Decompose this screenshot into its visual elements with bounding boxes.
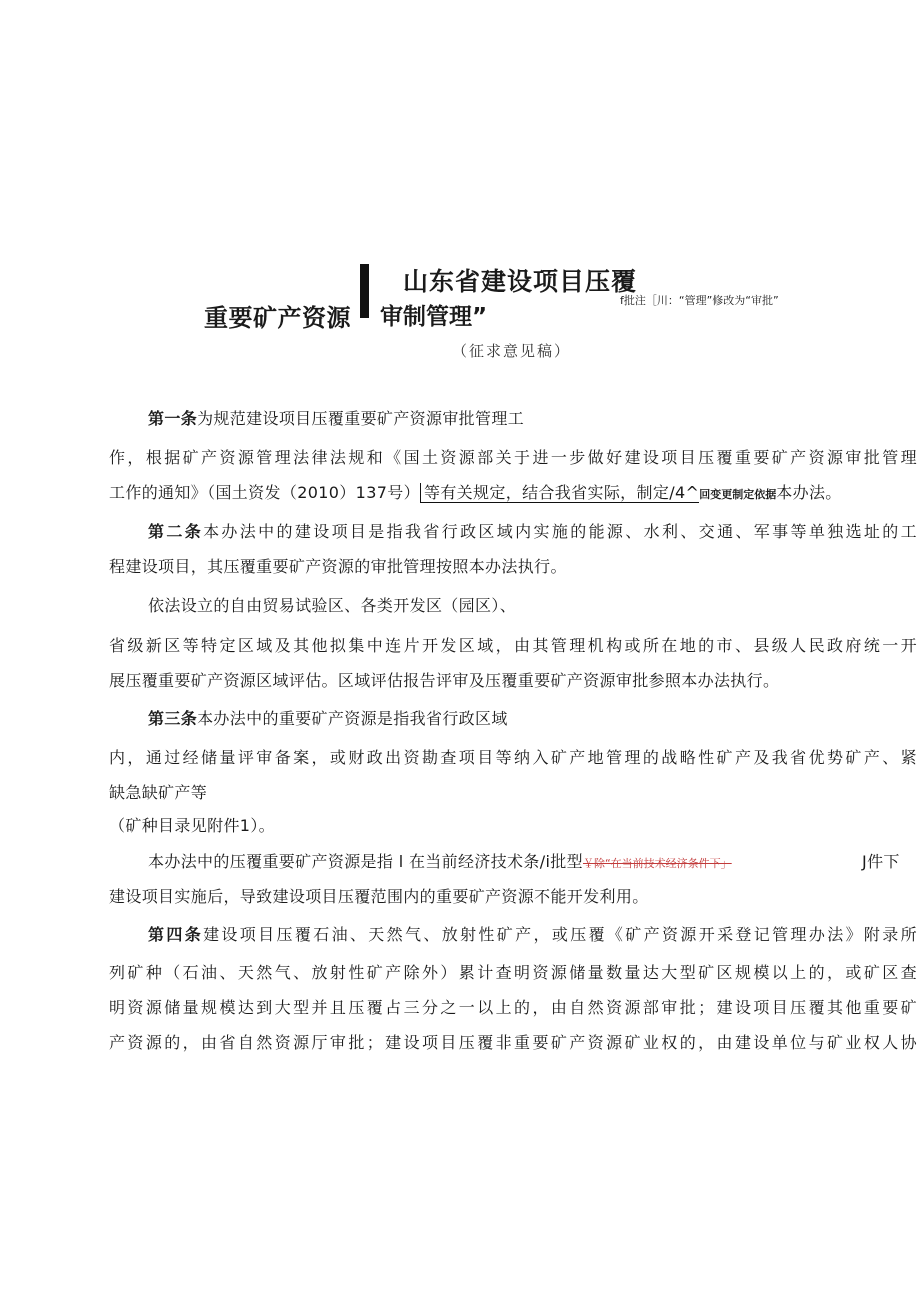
article2-p2-line3: 展压覆重要矿产资源区域评估。区域评估报告评审及压覆重要矿产资源审批参照本办法执行。 — [109, 671, 780, 690]
article4-line1 — [148, 925, 917, 945]
article3-text1: 本办法中的重要矿产资源是指我省行政区域 — [197, 709, 508, 728]
article4-text1: 建设项目压覆石油、天然气、放射性矿产，或压覆《矿产资源开采登记管理办法》附录所 — [203, 925, 917, 944]
article3-strike-deletion: ￥除“在当前技术经济条件下」 — [582, 857, 732, 870]
article1-label: 第一条 — [148, 409, 198, 428]
article2-p2-line2: 省级新区等特定区域及其他拟集中连片开发区域，由其管理机构或所在地的市、县级人民政府统一开 — [109, 636, 917, 655]
article1-line1 — [148, 409, 524, 429]
article1-text1: 为规范建设项目压覆重要矿产资源审批管理工 — [197, 409, 525, 428]
doc-title-line2-left: 重要矿产资源 — [204, 304, 351, 332]
article1-line2: 作，根据矿产资源管理法律法规和《国土资源部关于进一步做好建设项目压覆重要矿产资源审批管理 — [109, 448, 917, 467]
article4-line2: 列矿种（石油、天然气、放射性矿产除外）累计查明资源储量数量达大型矿区规模以上的，或矿区查 — [109, 963, 917, 982]
article3-p2-line1 — [148, 852, 732, 874]
article2-p2-line1: 依法设立的自由贸易试验区、各类开发区（园区）、 — [148, 596, 517, 615]
article4-line3: 明资源储量规模达到大型并且压覆占三分之一以上的，由自然资源部审批；建设项目压覆其他重要矿 — [109, 998, 917, 1017]
article1-edit-tag: 回变更制定依据 — [699, 488, 777, 501]
article3-p2-line2: 建设项目实施后，导致建设项目压覆范围内的重要矿产资源不能开发利用。 — [109, 887, 649, 906]
doc-title-line2-right: 审制管理” — [380, 304, 488, 330]
article3-line2: 内，通过经储量评审备案，或财政出资勘查项目等纳入矿产地管理的战略性矿产及我省优势矿产、紧 — [109, 748, 917, 767]
article3-p2-a: 本办法中的压覆重要矿产资源是指 — [148, 852, 394, 871]
article3-label: 第三条 — [148, 709, 198, 728]
revision-comment: f批注［川：“管理”修改为“审批” — [620, 294, 779, 307]
article3-line1 — [148, 709, 508, 729]
article1-line3-end: 本办法。 — [776, 483, 842, 502]
title-vertical-bar — [360, 264, 369, 318]
article2-line1 — [148, 522, 917, 542]
article2-text1: 本办法中的建设项目是指我省行政区域内实施的能源、水利、交通、军事等单独选址的工 — [203, 522, 917, 541]
doc-title-line1: 山东省建设项目压覆 — [403, 267, 638, 296]
doc-subtitle: （征求意见稿） — [452, 342, 572, 360]
article1-line3 — [109, 483, 842, 505]
article4-line4: 产资源的，由省自然资源厅审批；建设项目压覆非重要矿产资源矿业权的，由建设单位与矿业权人协 — [109, 1033, 917, 1052]
article3-p2-pipe: l — [393, 852, 409, 871]
article2-line2: 程建设项目，其压覆重要矿产资源的审批管理按照本办法执行。 — [109, 557, 567, 576]
article3-p2-b: 在当前经济技术条/i批型 — [408, 852, 583, 871]
article1-line3-a: 工作的通知》（国土资发（2010）137号） — [109, 483, 420, 502]
article4-label: 第四条 — [148, 925, 204, 944]
article3-line4: （矿种目录见附件1）。 — [109, 816, 276, 835]
article3-line3: 缺急缺矿产等 — [109, 783, 208, 802]
article1-edited-span: 等有关规定，结合我省实际，制定/4^ — [420, 483, 699, 503]
article2-label: 第二条 — [148, 522, 204, 541]
article3-p2-mark: J件下 — [862, 852, 900, 871]
